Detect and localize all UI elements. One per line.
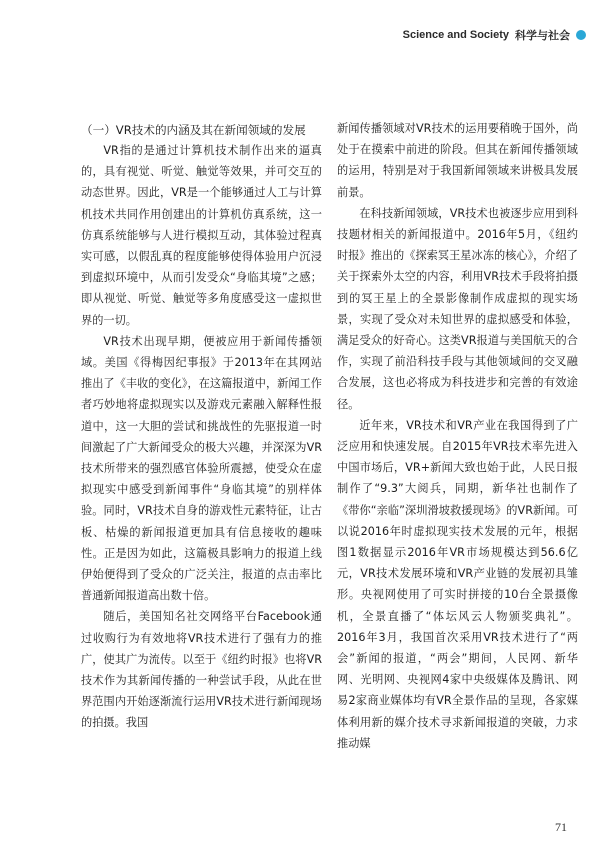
section-name-en: Science and Society — [402, 29, 509, 41]
left-column — [81, 120, 322, 734]
accent-dot-icon — [576, 30, 586, 40]
running-header — [403, 26, 586, 44]
section-name-zh: 科学与社会 — [515, 29, 570, 42]
paragraph: 近年来，VR技术和VR产业在我国得到了广泛应用和快速发展。自2015年VR技术率先进入中国市场后，VR+新闻大致也始于此，人民日报制作了“9.3”大阅兵，同期，新华社也制作了《带你“亲临”深圳滑坡救援现场》的VR新闻。可以说2016年时虚拟现实技术发展的元年，根据图1数据显示2016年VR市场规模达到56.6亿元，VR技术发展环境和VR产业链的发展初具雏形。央视网使用了可实时拼接的10台全景摄像机，全景直播了“体坛风云人物颁奖典礼”。2016年3月，我国首次采用VR技术进行了“两会”新闻的报道，“两会”期间，人民网、新华网、光明网、央视网4家中央级媒体及腾讯、网易2家商业媒体均有VR全景作品的呈现，各家媒体利用新的媒介技术寻求新闻报道的突破，力求推动媒 — [337, 418, 578, 750]
paragraph: 在科技新闻领域，VR技术也被逐步应用到科技题材相关的新闻报道中。2016年5月，《纽约时报》推出的《探索冥王星冰冻的核心》，介绍了关于探索外太空的内容，利用VR技术手段将拍摄到的冥王星上的全景影像制作成虚拟的现实场景，实现了受众对未知世界的虚拟感受和体验，满足受众的好奇心。这类VR报道与美国航天的合作，实现了前沿科技手段与其他领域间的交叉融合发展，这也必将成为科技进步和完善的有效途径。 — [337, 206, 578, 411]
section-title: （一）VR技术的内涵及其在新闻领域的发展 — [81, 123, 306, 137]
paragraph: 随后，美国知名社交网络平台Facebook通过收购行为有效地将VR技术进行了强有力的推广，使其广为流传。以至于《纽约时报》也将VR技术作为其新闻传播的一种尝试手段，从此在世界范围内开始逐渐流行运用VR技术进行新闻现场的拍摄。我国 — [81, 610, 322, 730]
paragraph: VR指的是通过计算机技术制作出来的逼真的，具有视觉、听觉、触觉等效果，并可交互的动态世界。因此，VR是一个能够通过人工与计算机技术共同作用创建出的计算机仿真系统，这一仿真系统能够与人进行模拟互动，其体验过程真实可感，以假乱真的程度能够使得体验用户沉浸到虚拟环境中，从而引发受众“身临其境”之感；即从视觉、听觉、触觉等多角度感受这一虚拟世界的一切。 — [81, 144, 322, 327]
paragraph: VR技术出现早期，便被应用于新闻传播领域。美国《得梅因纪事报》于2013年在其网站推出了《丰收的变化》，在这篇报道中，新闻工作者巧妙地将虚拟现实以及游戏元素融入解释性报道中，这一大胆的尝试和挑战性的先驱报道一时间激起了广大新闻受众的极大兴趣，并深深为VR技术所带来的强烈感官体验所震撼，使受众在虚拟现实中感受到新闻事件“身临其境”的别样体验。同时，VR技术自身的游戏性元素特征，让古板、枯燥的新闻报道更加具有信息接收的趣味性。正是因为如此，这篇极具影响力的报道上线伊始便得到了受众的广泛关注，报道的点击率比普通新闻报道高出数十倍。 — [81, 334, 322, 603]
paragraph-continued: 新闻传播领域对VR技术的运用要稍晚于国外，尚处于在摸索中前进的阶段。但其在新闻传播领域的运用，特别是对于我国新闻领域来讲极具发展前景。 — [337, 122, 578, 199]
page-number: 71 — [555, 820, 567, 834]
right-column — [337, 118, 578, 754]
